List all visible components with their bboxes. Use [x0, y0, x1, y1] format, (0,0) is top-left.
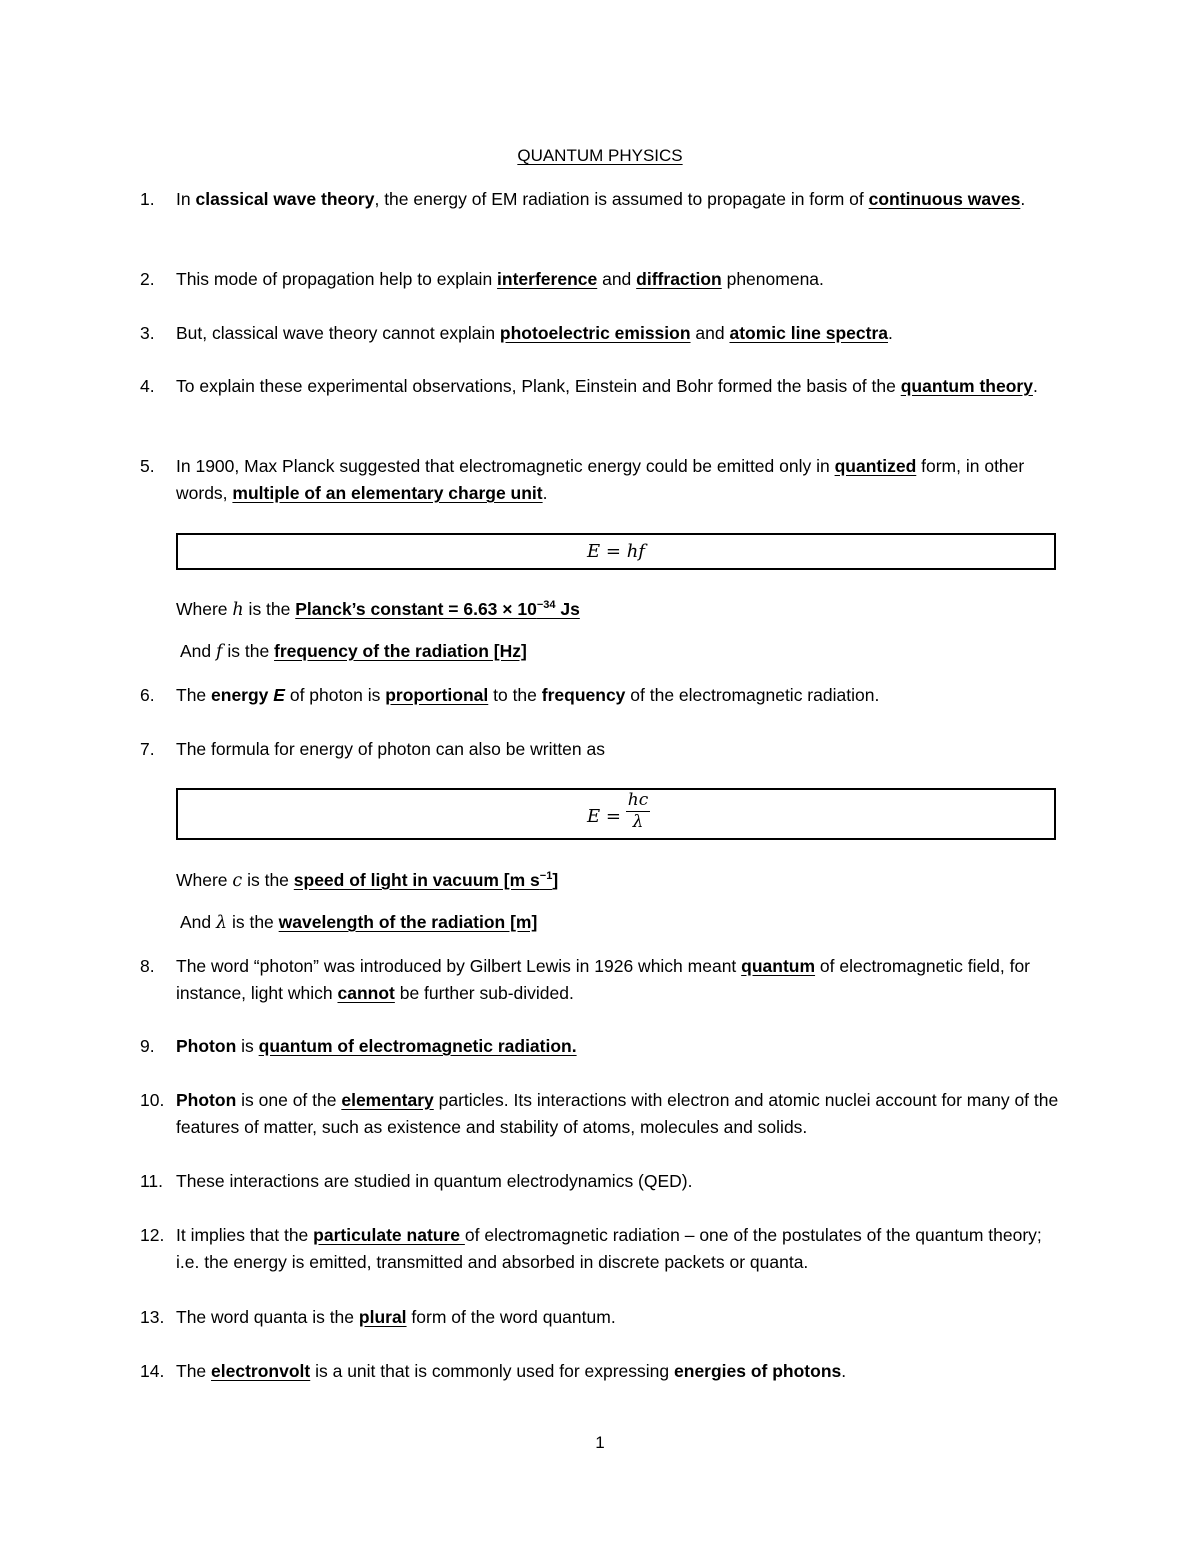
wavelength-line: And λ is the wavelength of the radiation [m]	[180, 912, 538, 933]
list-item	[140, 453, 1060, 507]
item-text: It implies that the particulate nature of electromagnetic radiation – one of the postulates of the quantum theory; i.e. the energy is emitted, transmitted and absorbed in discrete packets or quanta.	[176, 1225, 1042, 1272]
list-item	[140, 953, 1060, 1007]
item-number: 6.	[140, 685, 155, 705]
item-text: In 1900, Max Planck suggested that electromagnetic energy could be emitted only in quantized form, in other words, multiple of an elementary charge unit.	[176, 456, 1025, 503]
page-number: 1	[595, 1433, 605, 1452]
item-text: The electronvolt is a unit that is commonly used for expressing energies of photons.	[176, 1361, 847, 1381]
item-number: 7.	[140, 739, 155, 759]
item-text: These interactions are studied in quantum electrodynamics (QED).	[176, 1171, 693, 1191]
item-text: But, classical wave theory cannot explain photoelectric emission and atomic line spectra.	[176, 323, 893, 343]
page-title: QUANTUM PHYSICS	[517, 146, 683, 165]
fraction-numerator: hc	[627, 790, 649, 810]
item-text: The word quanta is the plural form of the word quantum.	[176, 1307, 616, 1327]
item-text: To explain these experimental observations, Plank, Einstein and Bohr formed the basis of the quantum theory.	[176, 376, 1038, 396]
list-item	[140, 1222, 1060, 1276]
equation-lhs: E =	[587, 806, 621, 827]
item-number: 12.	[140, 1225, 165, 1245]
list-item	[140, 1087, 1060, 1141]
equation-box	[176, 788, 1056, 840]
item-number: 8.	[140, 956, 155, 976]
item-number: 4.	[140, 376, 155, 396]
planck-constant-line: Where h is the Planck’s constant = $6.63 \times 10^{-34}$ Js	[176, 599, 580, 620]
fraction-denominator: λ	[632, 812, 644, 832]
item-number: 14.	[140, 1361, 165, 1381]
list-item	[140, 186, 1060, 240]
equation-planck: E = hf	[587, 541, 645, 562]
item-text: The formula for energy of photon can also be written as	[176, 739, 605, 759]
item-number: 9.	[140, 1036, 155, 1056]
item-number: 2.	[140, 269, 155, 289]
item-number: 10.	[140, 1090, 165, 1110]
list-item	[140, 373, 1060, 427]
item-text: In classical wave theory, the energy of EM radiation is assumed to propagate in form of continuous waves.	[176, 189, 1026, 209]
item-text: Photon is one of the elementary particles. Its interactions with electron and atomic nuclei account for many of the features of matter, such as existence and stability of atoms, molecules and solids.	[176, 1090, 1059, 1137]
item-number: 11.	[140, 1171, 164, 1191]
equation-box	[176, 533, 1056, 570]
item-number: 3.	[140, 323, 155, 343]
item-number: 5.	[140, 456, 155, 476]
item-number: 13.	[140, 1307, 165, 1327]
speed-of-light-line: Where c is the speed of light in vacuum [m $s^{-1}$]	[176, 870, 559, 891]
fraction	[626, 790, 650, 831]
item-text: Photon is quantum of electromagnetic radiation.	[176, 1036, 577, 1056]
item-text: This mode of propagation help to explain interference and diffraction phenomena.	[176, 269, 824, 289]
item-text: The energy E of photon is proportional to the frequency of the electromagnetic radiation.	[176, 685, 880, 705]
frequency-line: And f is the frequency of the radiation [Hz]	[180, 641, 527, 662]
item-text: The word “photon” was introduced by Gilbert Lewis in 1926 which meant quantum of electromagnetic field, for instance, light which cannot be further sub-divided.	[176, 956, 1031, 1003]
item-number: 1.	[140, 189, 155, 209]
